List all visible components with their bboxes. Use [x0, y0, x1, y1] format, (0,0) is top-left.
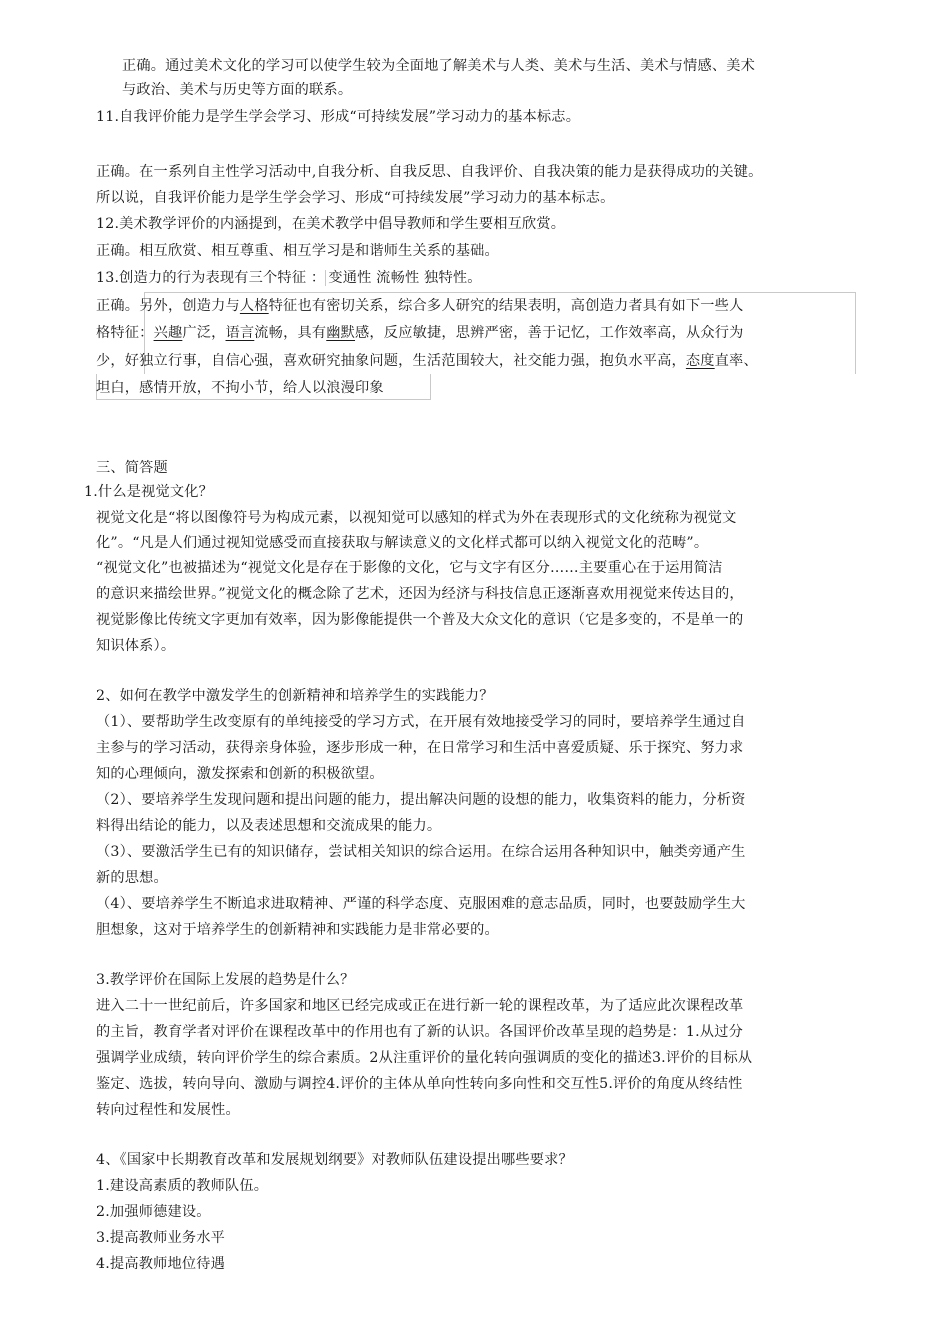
answer-s3-2-p1-line-2: 主参与的学习活动，获得亲身体验，逐步形成一种，在日常学习和生活中喜爱质疑、乐于探究、努力求: [96, 740, 744, 756]
answer-13-text: 格特征：: [96, 325, 154, 341]
question-13-prefix: 13.创造力的行为表现有三个特征 ：: [96, 270, 326, 286]
answer-13-text: 少，好独立行事，自信心强，喜欢研究抽象问题，生活范围较大，社交能力强，抱负水平高，: [96, 353, 686, 369]
question-s3-4: 4、《国家中长期教育改革和发展规划纲要》对教师队伍建设提出哪些要求？: [96, 1152, 573, 1168]
answer-s3-3-line-3: 强调学业成绩，转向评价学生的综合素质。2从注重评价的量化转向强调质的变化的描述3.评价的目标从: [96, 1050, 753, 1066]
answer-13-text: 感，反应敏捷，思辨严密，善于记忆，工作效率高，从众行为: [355, 325, 744, 341]
answer-s3-3-line-2: 的主旨，教育学者对评价在课程改革中的作用也有了新的认识。各国评价改革呈现的趋势是：1.从过分: [96, 1024, 743, 1040]
answer-s3-2-p3-line-2: 新的思想。: [96, 870, 168, 886]
answer-13-line-2: [96, 323, 744, 343]
answer-13-text: 另外，创造力与: [139, 298, 240, 314]
answer-12: 正确。相互欣赏、相互尊重、相互学习是和谐师生关系的基础。: [96, 243, 499, 259]
question-s3-2: 2、如何在教学中激发学生的创新精神和培养学生的实践能力？: [96, 688, 494, 704]
answer-s3-2-p4-line-2: 胆想象，这对于培养学生的创新精神和实践能力是非常必要的。: [96, 922, 499, 938]
answer-13-text: 流畅，具有: [254, 325, 327, 341]
question-s3-1: 1.什么是视觉文化？: [84, 484, 214, 500]
answer-s3-3-line-5: 转向过程性和发展性。: [96, 1102, 240, 1118]
underlined-term-humor: 幽默: [326, 325, 356, 341]
answer-s3-1-line-4: 的意识来描绘世界。”视觉文化的概念除了艺术，还因为经济与科技信息正逐渐喜欢用视觉来传达目的，: [96, 586, 744, 602]
question-13-traits: 变通性 流畅性 独特性。: [325, 270, 481, 286]
answer-13-line-4: 坦白，感情开放，不拘小节，给人以浪漫印象: [96, 380, 384, 396]
list-item: 4.提高教师地位待遇: [96, 1256, 226, 1272]
answer-s3-2-p4-line-1: （4）、要培养学生不断追求进取精神、严谨的科学态度、克服困难的意志品质，同时，也要鼓励学生大: [96, 896, 746, 912]
question-s3-3: 3.教学评价在国际上发展的趋势是什么？: [96, 972, 355, 988]
answer-11-line-2: 所以说，自我评价能力是学生学会学习、形成“可持续发展”学习动力的基本标志。: [96, 190, 615, 206]
answer-s3-2-p2-line-2: 料得出结论的能力，以及表述思想和交流成果的能力。: [96, 818, 442, 834]
answer-11-line-1: 正确。在一系列自主性学习活动中,自我分析、自我反思、自我评价、自我决策的能力是获得成功的关键。: [96, 164, 763, 180]
underlined-term-personality: 人格: [239, 298, 269, 314]
answer-s3-1-line-5: 视觉影像比传统文字更加有效率，因为影像能提供一个普及大众文化的意识（它是多变的，不是单一的: [96, 612, 744, 628]
question-11: 11.自我评价能力是学生学会学习、形成“可持续发展”学习动力的基本标志。: [96, 109, 581, 125]
list-item: 1.建设高素质的教师队伍。: [96, 1178, 269, 1194]
answer-13-text: 广泛，: [182, 325, 226, 341]
underlined-term-attitude: 态度: [685, 353, 715, 369]
answer-13-text: 特征也有密切关系，综合多人研究的结果表明，高创造力者具有如下一些人: [268, 298, 744, 314]
answer-13-line-1: [96, 296, 743, 316]
answer-s3-1-line-3: “视觉文化”也被描述为“视觉文化是存在于影像的文化，它与文字有区分……主要重心在于运用简洁: [96, 560, 723, 576]
answer-s3-2-p3-line-1: （3）、要激活学生已有的知识储存，尝试相关知识的综合运用。在综合运用各种知识中，触类旁通产生: [96, 844, 746, 860]
answer-13-text: 直率、: [714, 353, 758, 369]
answer-s3-3-line-1: 进入二十一世纪前后，许多国家和地区已经完成或正在进行新一轮的课程改革，为了适应此次课程改革: [96, 998, 744, 1014]
answer-s3-2-p1-line-3: 知的心理倾向，激发探索和创新的积极欲望。: [96, 766, 384, 782]
question-12: 12.美术教学评价的内涵提到，在美术教学中倡导教师和学生要相互欣赏。: [96, 216, 566, 232]
section-heading: 三、简答题: [96, 460, 168, 476]
answer-13-line-3: [96, 351, 758, 371]
answer-13-prefix: 正确。: [96, 298, 140, 314]
answer-s3-2-p2-line-1: （2）、要培养学生发现问题和提出问题的能力，提出解决问题的设想的能力，收集资料的能力，分析资: [96, 792, 746, 808]
answer-s3-1-line-6: 知识体系）。: [96, 638, 176, 654]
answer-s3-1-line-2: 化”。“凡是人们通过视知觉感受而直接获取与解读意义的文化样式都可以纳入视觉文化的范畴”。: [96, 535, 709, 551]
answer-s3-2-p1-line-1: （1）、要帮助学生改变原有的单纯接受的学习方式，在开展有效地接受学习的同时，要培养学生通过自: [96, 714, 746, 730]
answer-s3-3-line-4: 鉴定、选拔，转向导向、激励与调控4.评价的主体从单向性转向多向性和交互性5.评价的角度从终结性: [96, 1076, 743, 1092]
underlined-term-language: 语言: [225, 325, 255, 341]
answer-10-line-1: 正确。通过美术文化的学习可以使学生较为全面地了解美术与人类、美术与生活、美术与情感、美术: [122, 58, 756, 74]
answer-s3-1-line-1: 视觉文化是“将以图像符号为构成元素，以视知觉可以感知的样式为外在表现形式的文化统称为视觉文: [96, 510, 737, 526]
answer-10-line-2: 与政治、美术与历史等方面的联系。: [122, 82, 353, 98]
question-13: [96, 268, 482, 288]
list-item: 3.提高教师业务水平: [96, 1230, 226, 1246]
underlined-term-interest: 兴趣: [153, 325, 183, 341]
list-item: 2.加强师德建设。: [96, 1204, 211, 1220]
